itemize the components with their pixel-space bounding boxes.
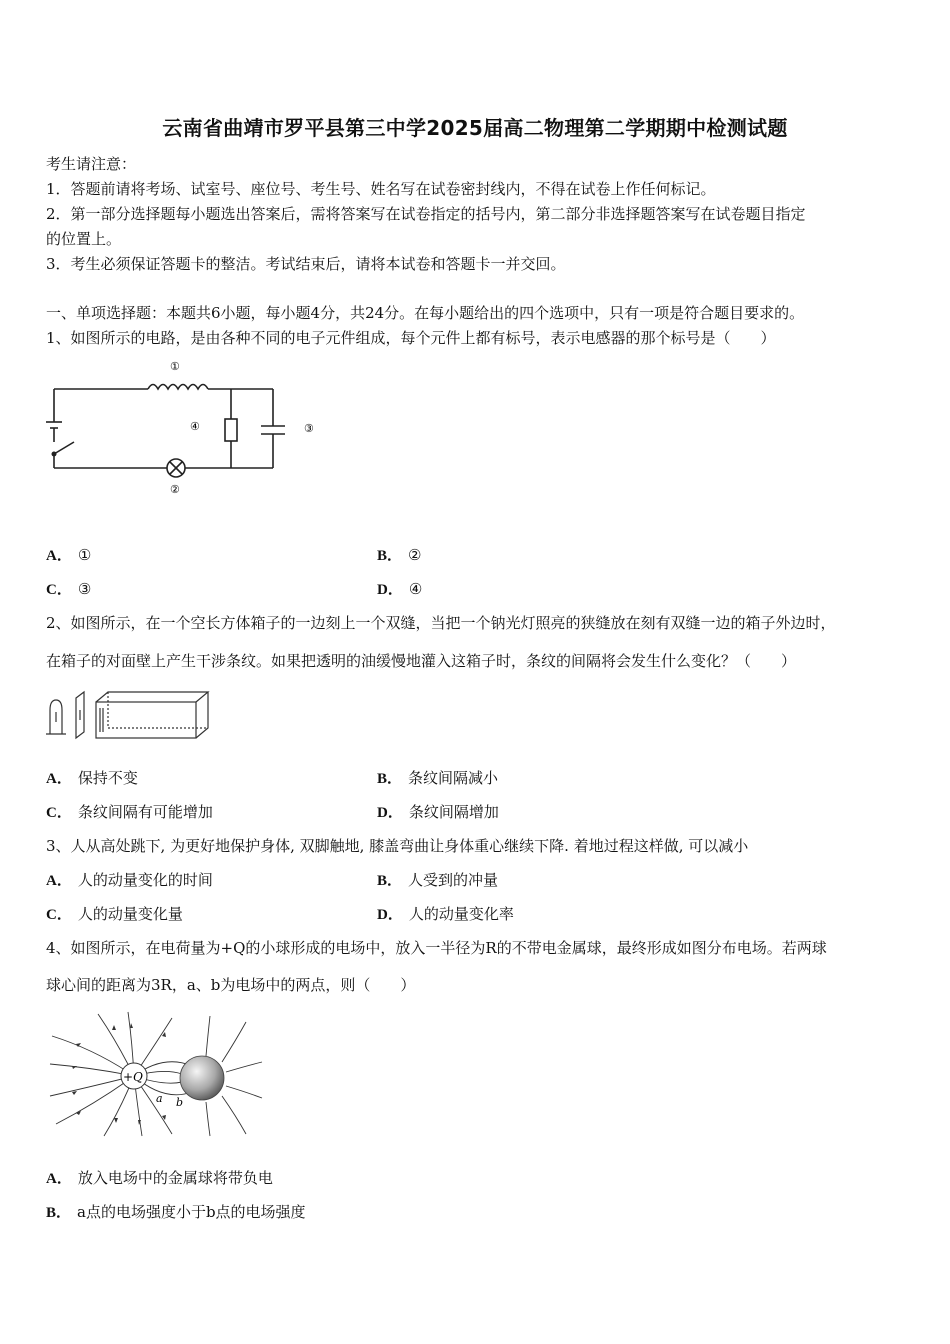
label-3: ③ xyxy=(304,422,314,435)
point-a-label: a xyxy=(156,1092,163,1105)
q4-stem-line2: 球心间的距离为3R，a、b为电场中的两点，则（ ） xyxy=(46,976,416,994)
circuit-diagram xyxy=(40,356,330,496)
q1-option-b[interactable]: B． ② xyxy=(377,546,422,564)
q1-stem: 1、如图所示的电路，是由各种不同的电子元件组成，每个元件上都有标号，表示电感器的那个标号是（ ） xyxy=(46,329,776,347)
q1-option-c[interactable]: C． ③ xyxy=(46,580,92,598)
label-2: ② xyxy=(170,483,180,496)
notice-item-1: 1．答题前请将考场、试室号、座位号、考生号、姓名写在试卷密封线内，不得在试卷上作任何标记。 xyxy=(46,180,716,198)
q4-stem-line1: 4、如图所示，在电荷量为+Q的小球形成的电场中，放入一半径为R的不带电金属球，最终形成如图分布电场。若两球 xyxy=(46,939,827,957)
section-heading: 一、单项选择题：本题共6小题，每小题4分，共24分。在每小题给出的四个选项中，只有一项是符合题目要求的。 xyxy=(46,304,805,322)
q2-stem-line1: 2、如图所示，在一个空长方体箱子的一边刻上一个双缝，当把一个钠光灯照亮的狭缝放在刻有双缝一边的箱子外边时， xyxy=(46,614,836,632)
q2-option-c[interactable]: C． 条纹间隔有可能增加 xyxy=(46,803,213,821)
electric-field-diagram xyxy=(46,1010,266,1138)
q3-option-c[interactable]: C． 人的动量变化量 xyxy=(46,905,183,923)
point-b-label: b xyxy=(176,1096,184,1109)
q1-option-d[interactable]: D． ④ xyxy=(377,580,423,598)
notice-item-2-cont: 的位置上。 xyxy=(46,230,122,248)
label-4: ④ xyxy=(190,420,200,433)
q4-option-b[interactable]: B． a点的电场强度小于b点的电场强度 xyxy=(46,1203,306,1221)
q2-option-a[interactable]: A． 保持不变 xyxy=(46,769,138,787)
q3-stem: 3、人从高处跳下, 为更好地保护身体, 双脚触地, 膝盖弯曲让身体重心继续下降. 着地过程这样做, 可以减小 xyxy=(46,837,749,855)
q4-option-a[interactable]: A． 放入电场中的金属球将带负电 xyxy=(46,1169,273,1187)
q3-option-a[interactable]: A． 人的动量变化的时间 xyxy=(46,871,213,889)
q1-option-a[interactable]: A． ① xyxy=(46,546,92,564)
q2-option-d[interactable]: D． 条纹间隔增加 xyxy=(377,803,499,821)
q3-option-d[interactable]: D． 人的动量变化率 xyxy=(377,905,514,923)
notice-item-3: 3．考生必须保证答题卡的整洁。考试结束后，请将本试卷和答题卡一并交回。 xyxy=(46,255,566,273)
label-1: ① xyxy=(170,360,180,373)
notice-header: 考生请注意： xyxy=(46,155,137,173)
q2-stem-line2: 在箱子的对面壁上产生干涉条纹。如果把透明的油缓慢地灌入这箱子时，条纹的间隔将会发生什么变化？（ ） xyxy=(46,652,797,670)
double-slit-box-diagram xyxy=(42,688,212,744)
charge-label: +Q xyxy=(123,1070,143,1084)
q3-option-b[interactable]: B． 人受到的冲量 xyxy=(377,871,499,889)
page-title: 云南省曲靖市罗平县第三中学2025届高二物理第二学期期中检测试题 xyxy=(162,116,788,140)
q2-option-b[interactable]: B． 条纹间隔减小 xyxy=(377,769,499,787)
notice-item-2: 2．第一部分选择题每小题选出答案后，需将答案写在试卷指定的括号内，第二部分非选择题答案写在试卷题目指定 xyxy=(46,205,806,223)
